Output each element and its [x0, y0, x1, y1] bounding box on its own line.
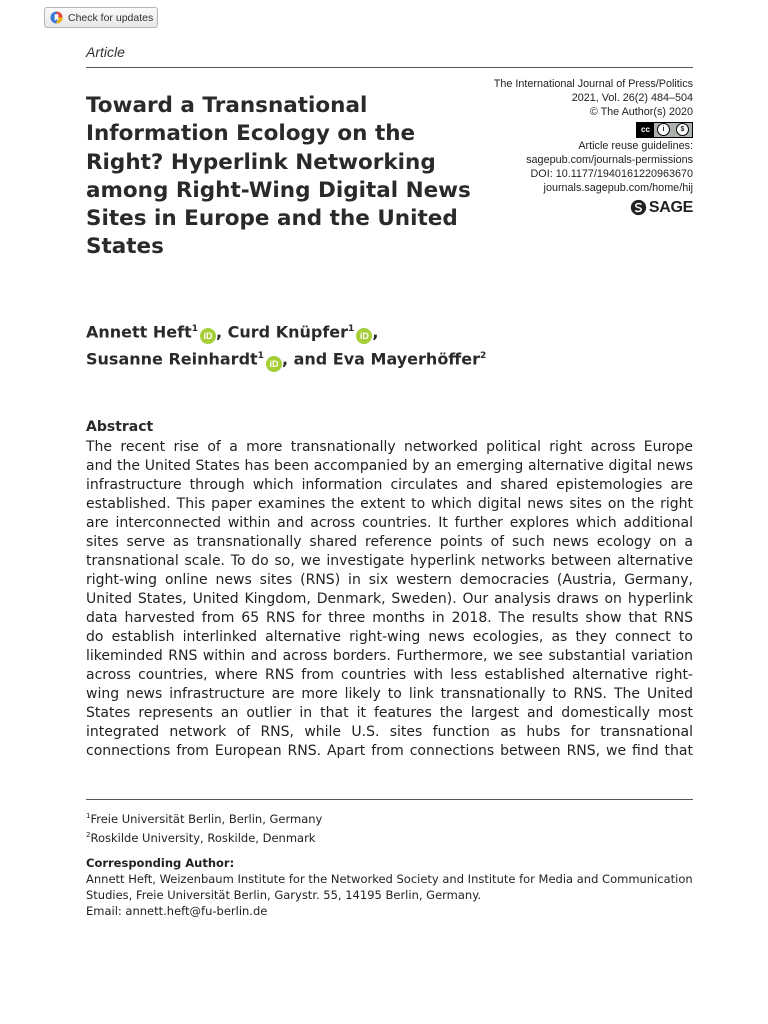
author-name: Curd Knüpfer [227, 322, 349, 342]
doi[interactable]: DOI: 10.1177/1940161220963670 [530, 168, 693, 181]
abstract-line: right-wing online news sites (RNS) in six western democracies (Austria, Germany, [86, 572, 693, 588]
copyright-notice: © The Author(s) 2020 [589, 106, 693, 119]
journal-name: The International Journal of Press/Politics [493, 78, 693, 90]
affiliation-1: $^1$Freie Universität Berlin, Berlin, Germany [86, 811, 323, 826]
orcid-icon[interactable]: iD [356, 328, 372, 344]
affiliation-marker: 2 [480, 351, 487, 362]
affiliation-2: $^2$Roskilde University, Roskilde, Denmark [86, 830, 316, 845]
author-name: Annett Heft [86, 322, 192, 342]
affiliation-marker: 1 [348, 324, 355, 334]
abstract-line: wing news infrastructure are more likely to link transnationally to RNS. The United [86, 686, 693, 702]
sage-logo-icon [630, 199, 647, 216]
abstract-line: established. This paper examines the extent to which digital news sites on the right [86, 496, 693, 512]
abstract-heading: Abstract [86, 419, 154, 435]
abstract-line: United States, United Kingdom, Denmark, Sweden). Our analysis draws on hyperlink [86, 591, 693, 607]
journal-volume: 2021, Vol. 26(2) 484–504 [571, 92, 693, 105]
corresponding-author-email[interactable]: Email: annett.heft@fu-berlin.de [86, 903, 268, 918]
corresponding-author-line: Studies, Freie Universität Berlin, Garystr. 55, 14195 Berlin, Germany. [86, 887, 482, 902]
abstract-line: are interconnected within and across countries. It further explores which additional [86, 515, 693, 531]
corresponding-author-heading: Corresponding Author: [86, 855, 235, 870]
nc-icon: $ [676, 123, 689, 136]
journal-homepage-link[interactable]: journals.sagepub.com/home/hij [543, 182, 693, 195]
abstract-line: infrastructure through which information circulates and shared epistemologies are [86, 477, 693, 493]
author-name: Eva Mayerhöffer [332, 349, 481, 369]
article-title: Toward a Transnational Information Ecology on the Right? Hyperlink Networking among Right-Wing Digital News Sites in Europe and the United States [86, 93, 471, 260]
check-for-updates-button[interactable] [44, 7, 158, 28]
orcid-icon[interactable]: iD [200, 328, 216, 344]
affiliation-marker: 1 [191, 324, 198, 334]
check-for-updates-label: Check for updates [68, 11, 154, 24]
abstract-line: across countries, where RNS from countries with less established alternative right- [86, 667, 693, 683]
abstract-line: and the United States has been accompanied by an emerging alternative digital news [86, 458, 693, 474]
cc-license-badge[interactable] [636, 122, 693, 138]
author-name: Susanne Reinhardt [86, 349, 258, 369]
sage-logo [630, 199, 693, 216]
cc-icon: cc [637, 123, 654, 137]
reuse-guidelines-link[interactable]: sagepub.com/journals-permissions [526, 153, 693, 166]
journal-metadata [423, 77, 693, 221]
publisher-name: SAGE [648, 198, 693, 216]
abstract-line: The recent rise of a more transnationally networked political right across Europe [86, 439, 693, 455]
orcid-icon[interactable]: iD [266, 356, 282, 372]
author-list: Annett Heft$^1$iD , Curd Knüpfer$^1$iD , Susanne Reinhardt$^1$iD , and Eva Mayerhöffer$^2$ [86, 317, 686, 372]
abstract-line: connections from European RNS. Apart from connections between RNS, we find that [86, 743, 693, 759]
reuse-guidelines-label: Article reuse guidelines: [578, 139, 693, 152]
corresponding-author-line: Annett Heft, Weizenbaum Institute for the Networked Society and Institute for Media and Communication [86, 871, 693, 886]
abstract-line: likeminded RNS within and across borders. Furthermore, we see substantial variation [86, 648, 693, 664]
header-divider [86, 67, 693, 68]
footnote-divider [86, 799, 693, 800]
crossmark-icon [50, 11, 63, 24]
affiliation-marker: 1 [257, 351, 264, 362]
footnotes [86, 808, 693, 919]
abstract-line: States represents an outlier in that it features the largest and domestically most [86, 705, 693, 721]
abstract-line: transnational scale. To do so, we investigate hyperlink networks between alternative [86, 553, 693, 569]
by-icon: i [657, 123, 670, 136]
abstract-line: sites serve as transnationally shared reference points of such news ecology on a [86, 534, 693, 550]
abstract-line: integrated network of RNS, while U.S. sites function as hubs for transnational [86, 724, 693, 740]
abstract-line: do establish interlinked alternative right-wing news ecologies, as they connect to [86, 629, 693, 645]
abstract-line: data harvested from 65 RNS for three months in 2018. The results show that RNS [86, 610, 693, 626]
article-type-label: Article [86, 44, 125, 60]
abstract-body [86, 438, 693, 761]
